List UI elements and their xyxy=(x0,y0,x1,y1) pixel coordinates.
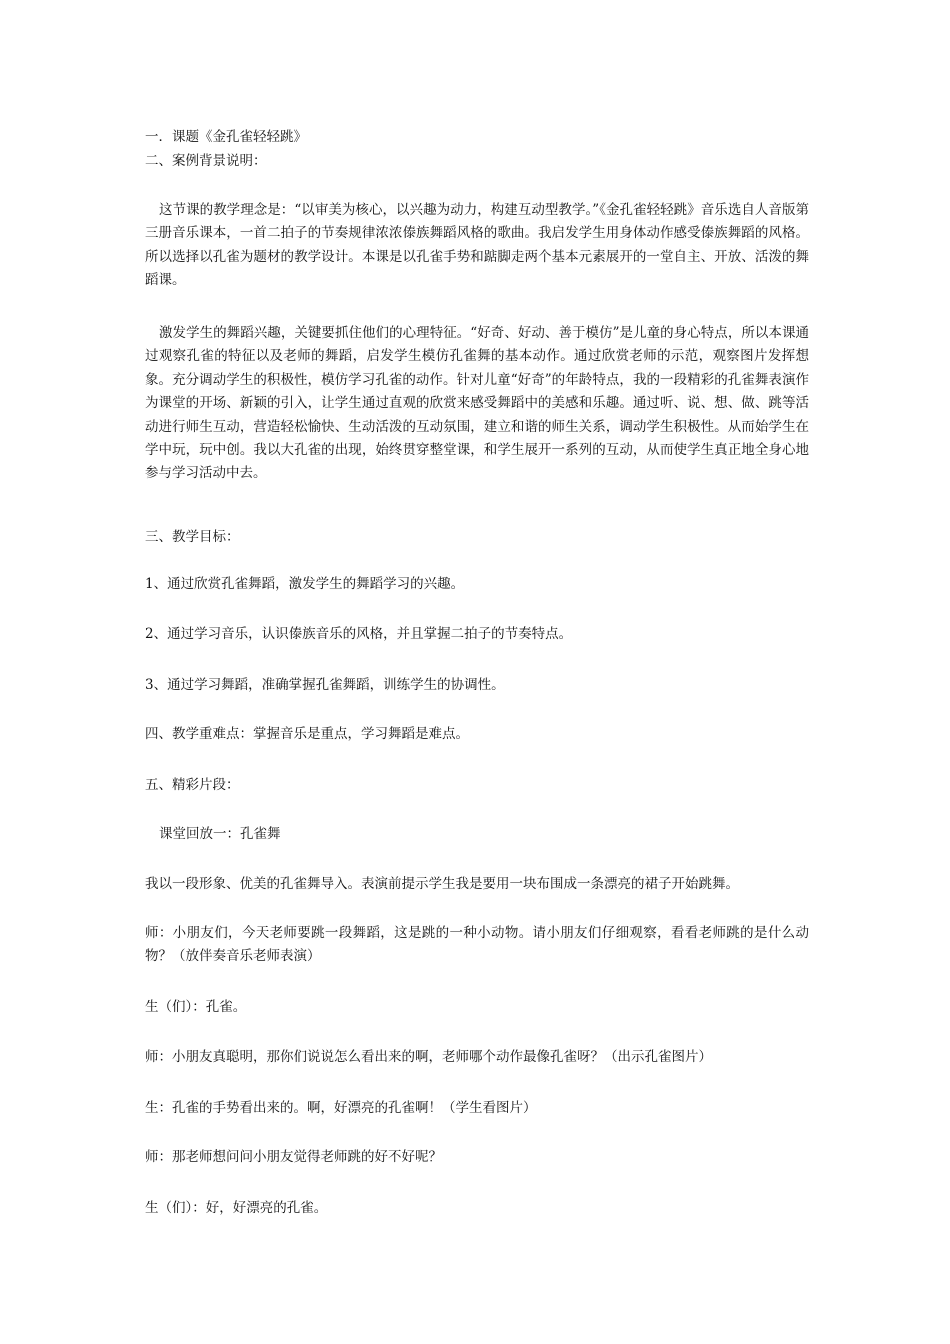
dialogue-teacher-3: 师：那老师想问问小朋友觉得老师跳的好不好呢？ xyxy=(145,1149,442,1165)
background-paragraph-2: 激发学生的舞蹈兴趣，关键要抓住他们的心理特征。“好奇、好动、善于模仿”是儿童的身心特点，所以本课通过观察孔雀的特征以及老师的舞蹈，启发学生模仿孔雀舞的基本动作。通过欣赏老师的示范，观察图片发挥想象。充分调动学生的积极性，模仿学习孔雀的动作。针对儿童“好奇”的年龄特点，我的一段精彩的孔雀舞表演作为课堂的开场、新颖的引入，让学生通过直观的欣赏来感受舞蹈中的美感和乐趣。通过听、说、想、做、跳等活动进行师生互动，营造轻松愉快、生动活泼的互动氛围，建立和谐的师生关系，调动学生积极性。从而始学生在学中玩，玩中创。我以大孔雀的出现，始终贯穿整堂课，和学生展开一系列的互动，从而使学生真正地全身心地参与学习活动中去。 xyxy=(145,325,809,482)
goal-item-2: 2、通过学习音乐，认识傣族音乐的风格，并且掌握二拍子的节奏特点。 xyxy=(145,626,573,642)
goal-item-1: 1、通过欣赏孔雀舞蹈，激发学生的舞蹈学习的兴趣。 xyxy=(145,576,465,592)
intro-line: 我以一段形象、优美的孔雀舞导入。表演前提示学生我是要用一块布围成一条漂亮的裙子开始跳舞。 xyxy=(145,876,739,892)
section-heading-background: 二、案例背景说明： xyxy=(145,153,267,169)
dialogue-teacher-2: 师：小朋友真聪明，那你们说说怎么看出来的啊，老师哪个动作最像孔雀呀？（出示孔雀图片） xyxy=(145,1049,712,1065)
goal-item-3: 3、通过学习舞蹈，准确掌握孔雀舞蹈，训练学生的协调性。 xyxy=(145,677,505,693)
classroom-replay-title: 课堂回放一：孔雀舞 xyxy=(159,826,281,842)
section-heading-highlights: 五、精彩片段： xyxy=(145,777,240,793)
dialogue-student-2: 生：孔雀的手势看出来的。啊，好漂亮的孔雀啊！（学生看图片） xyxy=(145,1100,537,1116)
background-paragraph-1: 这节课的教学理念是：“以审美为核心，以兴趣为动力，构建互动型教学。”《金孔雀轻轻跳》音乐选自人音版第三册音乐课本，一首二拍子的节奏规律浓浓傣族舞蹈风格的歌曲。我启发学生用身体动作感受傣族舞蹈的风格。所以选择以孔雀为题材的教学设计。本课是以孔雀手势和踮脚走两个基本元素展开的一堂自主、开放、活泼的舞蹈课。 xyxy=(145,202,809,289)
dialogue-students-3: 生（们）：好，好漂亮的孔雀。 xyxy=(145,1200,328,1216)
dialogue-students-1: 生（们）：孔雀。 xyxy=(145,999,247,1015)
lesson-title: 一．课题《金孔雀轻轻跳》 xyxy=(145,129,307,145)
dialogue-teacher-1: 师：小朋友们，今天老师要跳一段舞蹈，这是跳的一种小动物。请小朋友们仔细观察，看看老师跳的是什么动物？（放伴奏音乐老师表演） xyxy=(145,925,809,965)
section-heading-key-points: 四、教学重难点：掌握音乐是重点，学习舞蹈是难点。 xyxy=(145,726,469,742)
section-heading-goals: 三、教学目标： xyxy=(145,529,240,545)
